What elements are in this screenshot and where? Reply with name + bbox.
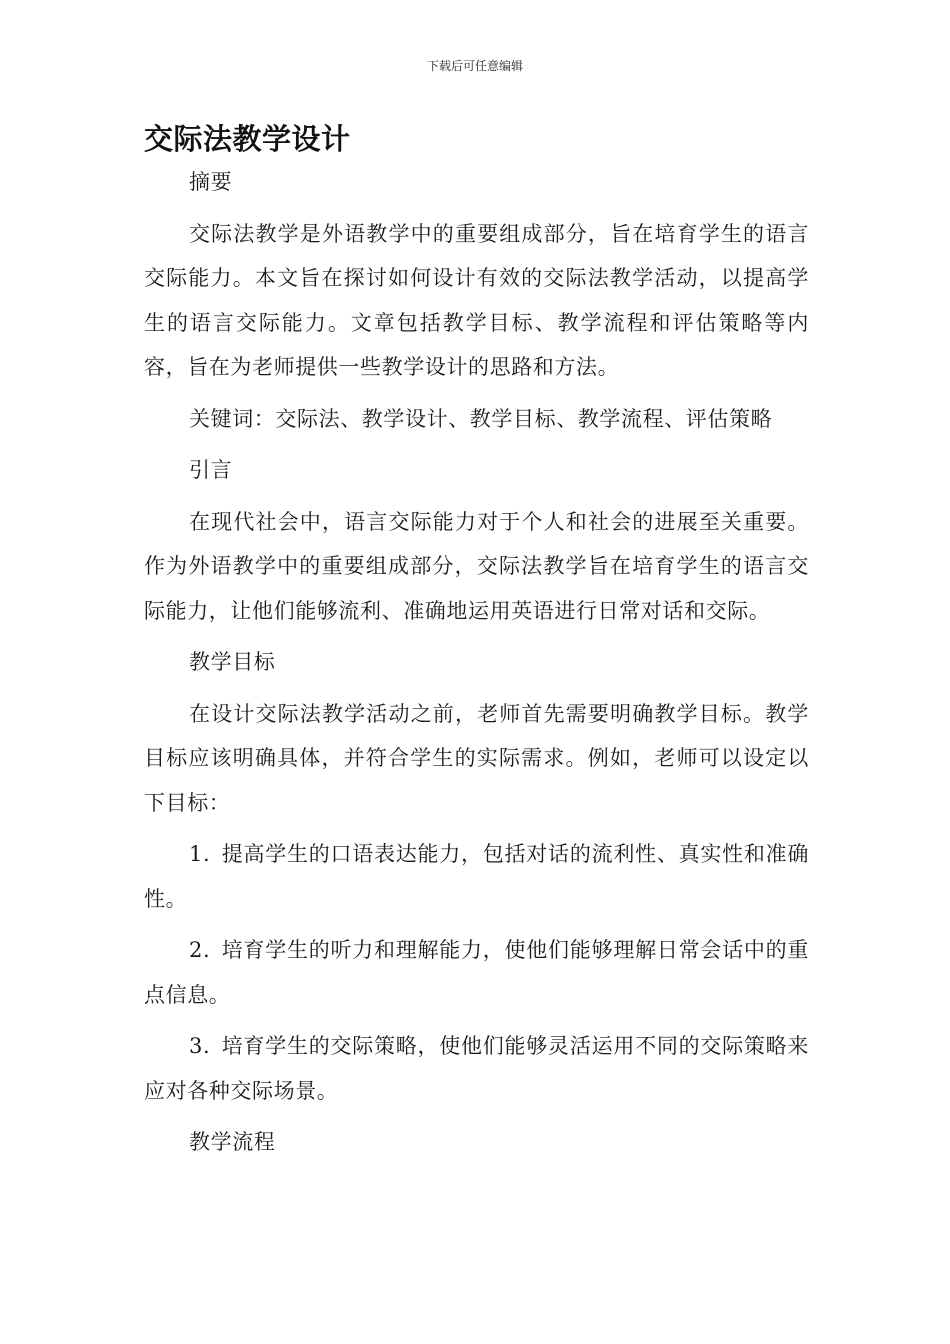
- goal-text: 培育学生的交际策略，使他们能够灵活运用不同的交际策略来应对各种交际场景。: [144, 1034, 809, 1103]
- document-title: 交际法教学设计: [144, 122, 351, 156]
- goal-number: 2.: [189, 938, 211, 962]
- abstract-paragraph: 交际法教学是外语教学中的重要组成部分，旨在培育学生的语言交际能力。本文旨在探讨如何设计有效的交际法教学活动，以提高学生的语言交际能力。文章包括教学目标、教学流程和评估策略等内容，旨在为老师提供一些教学设计的思路和方法。: [144, 221, 809, 379]
- header-note: 下载后可任意编辑: [426, 59, 523, 73]
- abstract-heading: 摘要: [189, 170, 233, 194]
- intro-heading: 引言: [189, 458, 233, 482]
- goal-text: 提高学生的口语表达能力，包括对话的流利性、真实性和准确性。: [144, 842, 809, 911]
- goal-number: 3.: [189, 1034, 211, 1058]
- process-heading: 教学流程: [189, 1130, 276, 1154]
- document-body: [144, 160, 809, 1172]
- goal-item-2: [144, 928, 809, 1017]
- goal-text: 培育学生的听力和理解能力，使他们能够理解日常会话中的重点信息。: [144, 938, 809, 1007]
- goals-paragraph: 在设计交际法教学活动之前，老师首先需要明确教学目标。教学目标应该明确具体，并符合学生的实际需求。例如，老师可以设定以下目标：: [144, 701, 809, 815]
- goal-item-1: [144, 832, 809, 921]
- intro-paragraph: 在现代社会中，语言交际能力对于个人和社会的进展至关重要。作为外语教学中的重要组成部分，交际法教学旨在培育学生的语言交际能力，让他们能够流利、准确地运用英语进行日常对话和交际。: [144, 509, 809, 623]
- keywords-paragraph: 关键词：交际法、教学设计、教学目标、教学流程、评估策略: [189, 406, 773, 431]
- goals-heading: 教学目标: [189, 650, 276, 674]
- goal-item-3: [144, 1024, 809, 1113]
- goal-number: 1.: [189, 842, 211, 866]
